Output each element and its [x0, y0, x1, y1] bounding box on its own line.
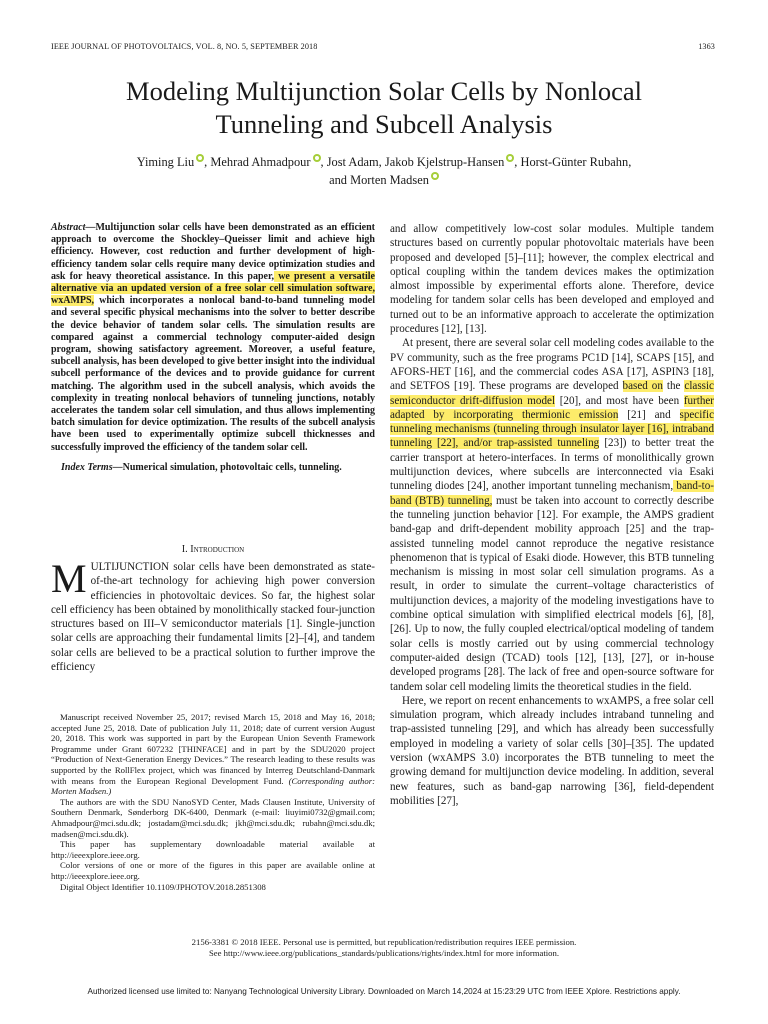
orcid-icon[interactable]	[313, 154, 321, 162]
footnote-funding: Manuscript received November 25, 2017; revised March 15, 2018 and May 16, 2018; accepted June 25, 2018. Date of publication July 11, 2018; date of current version August 20, 2018. This work was supported in part by the European Union Seventh Framework Programme under Grant 607232 [THINFACE] and in part by the SDU2020 project “Production of Next-Generation Energy Devices.” The research leading to these results was supported by the RollFlex project, which was financed by Interreg Deutschland-Danmark with means from the European Regional Development Fund.	[51, 712, 375, 786]
license-notice: Authorized licensed use limited to: Nanyang Technological University Library. Downloaded on March 14,2024 at 15:23:29 UTC from IEEE Xplore. Restrictions apply.	[87, 987, 681, 996]
orcid-icon[interactable]	[196, 154, 204, 162]
footnote-color[interactable]: Color versions of one or more of the figures in this paper are available online at http://ieeexplore.ieee.org.	[51, 860, 375, 881]
highlighted-text: specific tunneling mechanisms (tunneling through insulator layer [16], intraband tunneling [22], and/or trap-assisted tunneling	[390, 408, 715, 450]
abstract-text: which incorporates a nonlocal band-to-band tunneling model and several specific physical mechanisms into the solver to better describe the device behavior of tandem solar cells. The simulation results are compared against a commercial technology computer-aided design program, showing satisfactory agreement. Moreover, a useful feature, subcell analysis, has been developed to give better insight into the individual subcell performance of the devices and to provide guidance for current matching. The algorithm used in the subcell analysis, which avoids the complexity in treating nonlocal behaviors of tunneling junctions, notably accelerates the tandem solar cell simulation, and thus allows implementing batch simulation for device optimization. The results of the subcell analysis have been used to experimentally optimize subcell thicknesses and successfully improved the efficiency of the tandem solar cell.	[51, 295, 375, 453]
highlighted-text: classic semiconductor drift-diffusion model	[390, 380, 714, 407]
body-paragraph: Here, we report on recent enhancements to wxAMPS, a free solar cell simulation program, which already includes intraband tunneling and trap-assisted tunneling [29], and which has already been successfully employed in modeling a variety of solar cells [30]–[35]. The updated version (wxAMPS 3.0) incorporates the BTB tunneling to meet the growing demand for multijunction device modeling. In addition, several new features, such as band-gap narrowing [36], field-dependent mobilities [27],	[390, 694, 714, 807]
index-terms-text: Numerical simulation, photovoltaic cells, tunneling.	[122, 461, 342, 473]
footnote-supplementary[interactable]: This paper has supplementary downloadable material available at http://ieeexplore.ieee.org.	[51, 839, 375, 860]
author-list	[40, 153, 728, 189]
corresponding-author: (Corresponding author: Morten Madsen.)	[51, 775, 375, 797]
page-number: 1363	[698, 42, 715, 51]
section-title: Introduction	[190, 544, 245, 555]
author-name: Yiming Liu	[136, 155, 195, 169]
body-paragraph: At present, there are several solar cell modeling codes available to the PV community, such as the free programs PC1D [14], SCAPS [15], and AFORS-HET [16], and the commercial codes ASA [17], ASPIN3 [18], and SETFOS [19]. These programs are developed based on the classic semiconductor drift-diffusion model [20], and most have been further adapted by incorporating thermionic emission [21] and specific tunneling mechanisms (tunneling through insulator layer [16], intraband tunneling [22], and/or trap-assisted tunneling [23]) to better treat the carrier transport at hetero-interfaces. In terms of monolithically grown multijunction devices, where subcells are interconnected via Esaki tunneling diodes [24], another important tunneling mechanism, band-to-band (BTB) tunneling, must be taken into account to correctly describe the tunneling junction behavior [12]. For example, the AMPS gradient band-gap and drift-dependent mobility approach [25] and the trap-assisted tunneling model cannot reproduce the negative resistance phenomenon that is typical of Esaki diode. However, this BTB tunneling mechanism is missing in most solar cell simulation programs. As a result, in order to simulate the current–voltage characteristics of multijunction devices, a majority of the modeling investigations have to combine optical simulation with simplified electrical models [6], [8], [26]. Up to now, the fully coupled electrical/optical modeling of tandem solar cells is mostly carried out by using commercial technology computer-aided design (TCAD) tools [12], [13], [27], or in-house developed programs [28]. The lack of free and open-source software for tandem solar cell modeling limits the theoretical studies in the field.	[390, 337, 715, 693]
author-name: , Jost Adam, Jakob Kjelstrup-Hansen	[320, 155, 505, 169]
abstract-text: Multijunction solar cells have been demonstrated as an efficient approach to overcome the Shockley–Queisser limit and achieve high efficiency. However, cost reduction and further development of high-efficiency tandem solar cells require many device optimization studies and ask for heavy theoretical assistance. In this paper,	[51, 222, 375, 282]
index-terms-label: Index Terms—	[61, 461, 123, 473]
highlighted-text: band-to-band (BTB) tunneling,	[390, 480, 714, 507]
author-name: and Morten Madsen	[329, 173, 429, 187]
right-column	[390, 222, 714, 808]
highlighted-text: based on	[622, 380, 663, 393]
section-heading: I. Introduction	[181, 544, 245, 555]
highlighted-text: further adapted by incorporating thermionic emission	[390, 394, 714, 421]
author-name: , Mehrad Ahmadpour	[204, 155, 311, 169]
paper-title	[40, 75, 728, 141]
footnote-doi: Digital Object Identifier 10.1109/JPHOTOV.2018.2851308	[60, 881, 266, 892]
copyright-notice	[40, 937, 728, 959]
orcid-icon[interactable]	[431, 172, 439, 180]
abstract	[51, 222, 375, 474]
title-line-2: Tunneling and Subcell Analysis	[215, 109, 553, 139]
body-paragraph: and allow competitively low-cost solar modules. Multiple tandem structures based on currently popular photovoltaic materials have been proposed and developed [5]–[11]; however, the complex electrical and optical coupling within the tandem devices makes the optimization almost impossible by experimental efforts alone. Therefore, device modeling for tandem solar cells has been developed and employed and turned out to be an informative approach to accelerate the optimization procedures [12], [13].	[390, 223, 714, 336]
copyright-line: 2156-3381 © 2018 IEEE. Personal use is permitted, but republication/redistribution requires IEEE permission.	[191, 937, 577, 947]
intro-paragraph	[51, 556, 375, 674]
intro-lead: ULTIJUNCTION	[90, 561, 170, 573]
drop-cap: M	[51, 556, 87, 601]
highlighted-text: we present a versatile alternative via an updated version of a free solar cell simulation software, wxAMPS,	[51, 270, 375, 307]
title-line-1: Modeling Multijunction Solar Cells by Nonlocal	[126, 76, 642, 106]
running-header: IEEE JOURNAL OF PHOTOVOLTAICS, VOL. 8, NO. 5, SEPTEMBER 2018	[51, 42, 318, 51]
footnote-affiliation: The authors are with the SDU NanoSYD Center, Mads Clausen Institute, University of Southern Denmark, Sønderborg DK-6400, Denmark (e-mail: liuyimi0732@gmail.com; Ahmadpour@mci.sdu.dk; jostadam@mci.sdu.dk; jkh@mci.sdu.dk; rubahn@mci.sdu.dk; madsen@mci.sdu.dk).	[51, 796, 375, 839]
rights-link[interactable]: See http://www.ieee.org/publications_standards/publications/rights/index.html for more information.	[208, 948, 560, 958]
author-name: , Horst-Günter Rubahn,	[514, 155, 632, 169]
intro-text: solar cells have been demonstrated as state-of-the-art technology for achieving high power conversion efficiencies in photovoltaic devices. So far, the highest solar cell efficiency has been obtained by monolithically stacked four-junction structures based on III–V semiconductor materials [1]. Single-junction solar cells are approaching their fundamental limits [2]–[4], and tandem solar cells are believed to be a practical solution to further improve the efficiency	[51, 561, 375, 674]
footnotes	[51, 712, 375, 892]
abstract-label: Abstract—	[51, 222, 96, 233]
